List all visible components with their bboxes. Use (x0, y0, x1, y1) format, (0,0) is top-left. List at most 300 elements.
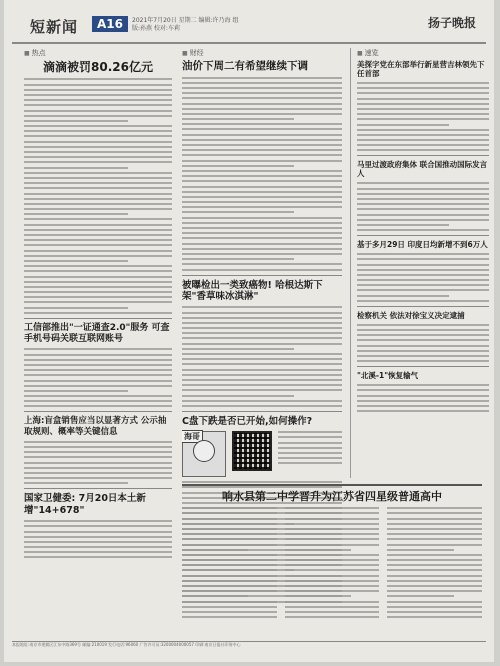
text-line (182, 317, 342, 319)
text-line (182, 363, 342, 365)
text-line (24, 224, 172, 226)
text-line (182, 395, 294, 397)
text-line (24, 482, 128, 484)
text-line (24, 301, 172, 303)
divider (182, 275, 342, 276)
text-line (357, 339, 489, 341)
text-line (24, 203, 172, 205)
text-line (24, 177, 172, 179)
text-line (182, 481, 342, 483)
text-line (182, 144, 342, 146)
text-line (357, 108, 489, 110)
text-line (182, 369, 342, 371)
column-art (182, 431, 342, 477)
text-line (182, 590, 277, 592)
text-line (182, 77, 342, 79)
text-line (182, 227, 342, 229)
newspaper-logo: 扬子晚报 (427, 16, 476, 30)
headline-didi: 滴滴被罚80.26亿元 (43, 60, 153, 74)
text-line (24, 451, 172, 453)
text-line (182, 523, 277, 525)
text-line (182, 358, 342, 360)
text-line (357, 264, 489, 266)
text-line (357, 360, 489, 362)
text-line (182, 232, 342, 234)
text-line (357, 410, 489, 412)
text-line (182, 549, 248, 551)
text-line (182, 379, 342, 381)
text-line (357, 144, 489, 146)
headline-haagen-dazs: 被曝检出一类致癌物! 哈根达斯下架"香草味冰淇淋" (182, 279, 323, 302)
text-line (357, 350, 489, 352)
text-line (24, 104, 172, 106)
text-line (24, 130, 172, 132)
text-line (387, 616, 482, 618)
headline-brief-4: 检察机关 依法对徐宝义决定逮捕 (357, 310, 465, 320)
text-line (285, 538, 380, 540)
text-line (182, 154, 342, 156)
text-line (357, 134, 489, 136)
text-line (182, 353, 342, 355)
text-line (357, 193, 489, 195)
text-line (182, 248, 342, 250)
kicker-hot: ■ 热点 (24, 48, 172, 58)
text-line (357, 87, 489, 89)
text-line (182, 538, 277, 540)
text-line (357, 203, 489, 205)
text-line (24, 364, 172, 366)
text-line (24, 531, 172, 533)
text-line (357, 334, 489, 336)
text-line (357, 103, 489, 105)
text-line (387, 523, 482, 525)
masthead (12, 8, 486, 44)
text-line (357, 129, 489, 131)
text-line (24, 281, 172, 283)
text-line (24, 115, 172, 117)
text-line (182, 170, 342, 172)
text-line (24, 265, 172, 267)
text-line (182, 160, 342, 162)
text-line (278, 442, 342, 444)
text-line (357, 300, 489, 302)
text-line (24, 551, 172, 553)
text-line (357, 229, 489, 231)
text-line (387, 528, 482, 530)
article-body (24, 78, 172, 313)
kicker-finance: ■ 财经 (182, 48, 342, 58)
divider (357, 155, 489, 156)
text-line (24, 395, 172, 397)
text-line (387, 507, 482, 509)
text-line (24, 312, 172, 314)
text-line (182, 128, 342, 130)
divider (182, 411, 342, 412)
text-line (182, 611, 277, 613)
text-line (24, 541, 172, 543)
text-line (357, 182, 489, 184)
headline-stock: C盘下跌是否已开始,如何操作? (182, 415, 313, 427)
text-line (24, 260, 128, 262)
headline-brief-3: 基于多月29日 印度日均新增不到6万人 (357, 240, 488, 250)
text-line (24, 141, 172, 143)
text-line (182, 237, 342, 239)
text-line (387, 595, 453, 597)
text-line (357, 253, 489, 255)
text-line (357, 279, 489, 281)
divider (24, 411, 172, 412)
text-line (182, 332, 342, 334)
text-line (387, 580, 482, 582)
text-line (357, 329, 489, 331)
kicker-brief: ■ 速览 (357, 48, 489, 58)
text-line (182, 196, 342, 198)
article-body (357, 82, 489, 151)
text-line (24, 286, 172, 288)
edition-meta: 2021年7月20日 星期二 编辑:许乃海 组版:孙燕 校对:车莉 (132, 17, 239, 32)
text-line (182, 211, 294, 213)
text-line (24, 276, 172, 278)
text-line (357, 284, 489, 286)
text-line (182, 180, 342, 182)
text-line (182, 113, 342, 115)
text-line (387, 590, 482, 592)
text-line (182, 87, 342, 89)
text-line (24, 296, 172, 298)
text-line (357, 295, 449, 297)
text-line (357, 98, 489, 100)
text-line (24, 146, 172, 148)
text-line (182, 601, 277, 603)
text-line (357, 384, 489, 386)
text-line (182, 134, 342, 136)
text-line (285, 559, 380, 561)
text-line (182, 512, 277, 514)
text-line (387, 611, 482, 613)
text-line (24, 270, 172, 272)
text-line (357, 124, 449, 126)
face-icon (193, 440, 215, 462)
text-line (24, 354, 172, 356)
text-line (182, 564, 277, 566)
article-body (357, 253, 489, 302)
text-line (285, 544, 380, 546)
text-line (182, 327, 342, 329)
text-line (387, 585, 482, 587)
text-line (24, 244, 172, 246)
text-line (24, 390, 128, 392)
text-line (357, 208, 489, 210)
text-line (182, 595, 248, 597)
text-line (24, 78, 172, 80)
text-line (182, 103, 342, 105)
text-line (24, 213, 128, 215)
text-line (24, 94, 172, 96)
text-line (285, 585, 380, 587)
text-line (357, 405, 489, 407)
text-line (357, 355, 489, 357)
text-line (182, 585, 277, 587)
text-line (24, 405, 172, 407)
text-line (182, 554, 277, 556)
text-line (357, 400, 489, 402)
text-line (182, 606, 277, 608)
text-line (357, 149, 489, 151)
headline-oil-price: 油价下周二有希望继续下调 (182, 60, 308, 72)
text-line (24, 172, 172, 174)
text-line (387, 554, 482, 556)
text-line (357, 289, 489, 291)
text-line (357, 82, 489, 84)
text-line (182, 348, 294, 350)
text-line (182, 149, 342, 151)
newspaper-page (4, 0, 494, 662)
text-line (357, 224, 449, 226)
article-body (182, 507, 277, 621)
text-line (182, 306, 342, 308)
text-line (24, 348, 172, 350)
article-body (387, 507, 482, 621)
text-line (182, 384, 342, 386)
text-line (285, 523, 380, 525)
columnist-cartoon (182, 431, 226, 477)
text-line (24, 291, 172, 293)
text-line (24, 89, 172, 91)
text-line (182, 575, 277, 577)
divider (24, 318, 172, 319)
text-line (357, 345, 489, 347)
column-left (24, 48, 172, 640)
text-line (285, 549, 351, 551)
text-line (278, 431, 342, 433)
divider (357, 366, 489, 367)
text-line (285, 518, 380, 520)
text-line (387, 538, 482, 540)
text-line (182, 528, 277, 530)
text-line (24, 218, 172, 220)
text-line (357, 92, 489, 94)
text-line (182, 165, 294, 167)
text-line (24, 456, 172, 458)
text-line (182, 405, 342, 407)
text-line (24, 167, 128, 169)
text-line (182, 258, 294, 260)
page-footer: 本报地址:南京市建邺区江东中路369号 邮编:210019 发行电话:96060 广告许可证:3200004000057 印刷:南京日报社印务中心 (12, 641, 486, 656)
text-line (24, 125, 172, 127)
text-line (24, 99, 172, 101)
article-body (24, 441, 172, 485)
text-line (357, 113, 489, 115)
divider (24, 488, 172, 489)
text-line (387, 512, 482, 514)
text-line (285, 554, 380, 556)
text-line (24, 84, 172, 86)
text-line (182, 253, 342, 255)
text-line (285, 512, 380, 514)
text-line (24, 520, 172, 522)
text-line (24, 234, 172, 236)
article-body (182, 77, 342, 271)
text-line (387, 544, 482, 546)
text-line (182, 139, 342, 141)
text-line (182, 186, 342, 188)
text-line (278, 462, 342, 464)
text-line (24, 374, 172, 376)
text-line (182, 559, 277, 561)
text-line (285, 611, 380, 613)
text-line (285, 533, 380, 535)
text-line (285, 595, 351, 597)
text-line (24, 208, 172, 210)
text-line (357, 395, 489, 397)
text-line (182, 544, 277, 546)
text-line (387, 575, 482, 577)
text-line (24, 307, 128, 309)
text-line (357, 389, 489, 391)
headline-xiangshui-school: 响水县第二中学晋升为江苏省四星级普通高中 (222, 490, 442, 503)
text-line (278, 457, 342, 459)
cartoon-label: 海哥 (182, 430, 203, 443)
text-line (24, 380, 172, 382)
text-line (357, 188, 489, 190)
text-line (24, 472, 172, 474)
page-number: A16 (92, 16, 128, 32)
text-line (182, 92, 342, 94)
text-line (24, 120, 128, 122)
text-line (285, 575, 380, 577)
text-line (24, 385, 172, 387)
text-line (182, 312, 342, 314)
text-line (357, 274, 489, 276)
text-line (285, 616, 380, 618)
text-line (24, 546, 172, 548)
text-line (357, 324, 489, 326)
text-line (182, 533, 277, 535)
text-line (357, 139, 489, 141)
headline-nhc: 国家卫健委: 7月20日本土新增"14+678" (24, 493, 146, 516)
text-line (278, 447, 342, 449)
text-line (357, 198, 489, 200)
text-line (24, 441, 172, 443)
divider (357, 235, 489, 236)
text-line (24, 110, 172, 112)
text-line (182, 518, 277, 520)
text-line (387, 564, 482, 566)
text-line (387, 606, 482, 608)
text-line (182, 123, 342, 125)
article-body (182, 306, 342, 407)
article-body (278, 431, 342, 477)
text-line (182, 322, 342, 324)
text-line (285, 590, 380, 592)
text-line (357, 269, 489, 271)
text-line (387, 559, 482, 561)
text-line (182, 400, 342, 402)
text-line (24, 462, 172, 464)
text-line (285, 528, 380, 530)
text-line (357, 258, 489, 260)
text-line (182, 507, 277, 509)
text-line (285, 507, 380, 509)
text-line (182, 118, 294, 120)
text-line (387, 533, 482, 535)
feature-story (182, 484, 482, 636)
text-line (357, 214, 489, 216)
article-body (285, 507, 380, 621)
text-line (387, 601, 482, 603)
headline-blindbox: 上海:盲盒销售应当以显著方式 公示抽取规则、概率等关键信息 (24, 416, 167, 437)
article-body (24, 520, 172, 558)
text-line (24, 182, 172, 184)
text-line (24, 187, 172, 189)
text-line (182, 97, 342, 99)
text-line (182, 337, 342, 339)
text-line (24, 536, 172, 538)
text-line (285, 601, 380, 603)
text-line (24, 255, 172, 257)
headline-brief-2: 马里过渡政府集体 联合国推动国际发言人 (357, 160, 488, 179)
text-line (182, 217, 342, 219)
text-line (182, 108, 342, 110)
text-line (182, 389, 342, 391)
text-line (24, 525, 172, 527)
text-line (182, 175, 342, 177)
qr-code-icon[interactable] (232, 431, 272, 471)
text-line (24, 198, 172, 200)
text-line (285, 606, 380, 608)
text-line (182, 263, 342, 265)
text-line (24, 400, 172, 402)
text-line (24, 151, 172, 153)
text-line (24, 193, 172, 195)
text-line (24, 156, 172, 158)
text-line (387, 518, 482, 520)
text-line (182, 343, 342, 345)
text-line (278, 436, 342, 438)
article-body (357, 384, 489, 412)
text-line (278, 452, 342, 454)
text-line (24, 250, 172, 252)
text-line (24, 467, 172, 469)
text-line (285, 569, 380, 571)
text-line (182, 206, 342, 208)
text-line (24, 135, 172, 137)
text-line (24, 446, 172, 448)
text-line (182, 82, 342, 84)
text-line (24, 477, 172, 479)
text-line (24, 369, 172, 371)
text-line (285, 564, 380, 566)
text-line (357, 118, 489, 120)
text-line (24, 359, 172, 361)
text-line (182, 191, 342, 193)
text-line (182, 201, 342, 203)
text-line (285, 580, 380, 582)
headline-brief-5: "北溪-1"恢复输气 (357, 371, 419, 381)
text-line (182, 269, 342, 271)
text-line (24, 556, 172, 558)
article-body (357, 324, 489, 362)
section-title: 短新闻 (30, 18, 79, 36)
text-line (387, 549, 453, 551)
text-line (182, 243, 342, 245)
text-line (182, 569, 277, 571)
text-line (182, 222, 342, 224)
text-line (182, 616, 277, 618)
article-body (24, 348, 172, 407)
text-line (387, 569, 482, 571)
headline-miit: 工信部推出"一证通查2.0"服务 可查手机号码关联互联网账号 (24, 322, 170, 344)
